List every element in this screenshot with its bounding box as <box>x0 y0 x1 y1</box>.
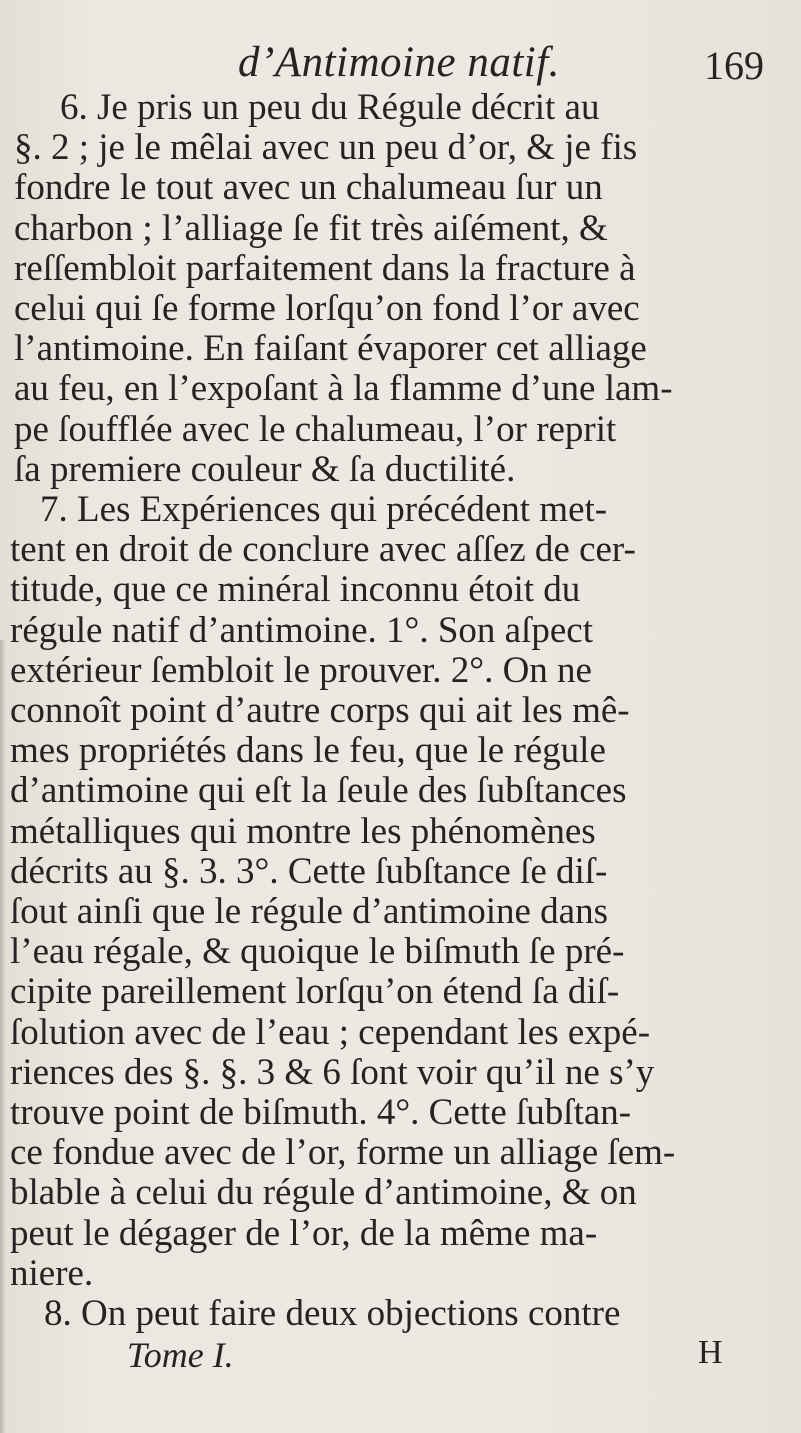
text-line: mes propriétés dans le feu, que le régule <box>10 730 606 772</box>
text-line: l’antimoine. En faiſant évaporer cet alliage <box>14 328 647 370</box>
text-line: au feu, en l’expoſant à la flamme d’une lam- <box>14 368 673 410</box>
text-line: fondre le tout avec un chalumeau ſur un <box>14 167 603 209</box>
text-line: ce fondue avec de l’or, forme un alliage ſem- <box>10 1132 676 1174</box>
text-line: 6. Je pris un peu du Régule décrit au <box>60 87 600 128</box>
signature-mark: H <box>698 1334 723 1372</box>
volume-label: Tome I. <box>127 1335 234 1376</box>
text-line: décrits au §. 3. 3°. Cette ſubſtance ſe diſ- <box>10 850 608 892</box>
page-header <box>0 32 801 92</box>
page-edge-shadow <box>0 640 6 1433</box>
text-line: charbon ; l’alliage ſe fit très aiſément, & <box>14 207 608 249</box>
text-line: d’antimoine qui eſt la ſeule des ſubſtances <box>10 770 627 812</box>
text-line: connoît point d’autre corps qui ait les mê- <box>10 690 630 731</box>
text-line: ſa premiere couleur & ſa ductilité. <box>14 448 516 490</box>
text-line: riences des §. §. 3 & 6 ſont voir qu’il ne s’y <box>10 1051 655 1093</box>
page-number: 169 <box>704 43 764 88</box>
text-line: §. 2 ; je le mêlai avec un peu d’or, & je fis <box>14 127 638 169</box>
text-line: cipite pareillement lorſqu’on étend ſa diſ- <box>10 971 620 1013</box>
text-line: pe ſoufflée avec le chalumeau, l’or reprit <box>14 408 617 450</box>
text-line: tent en droit de conclure avec aſſez de cer- <box>10 529 636 571</box>
text-line: titude, que ce minéral inconnu étoit du <box>10 569 581 611</box>
text-line: ſout ainſi que le régule d’antimoine dans <box>10 891 608 932</box>
text-line: celui qui ſe forme lorſqu’on fond l’or avec <box>14 288 640 329</box>
text-line: 7. Les Expériences qui précédent met- <box>40 489 608 530</box>
text-line: l’eau régale, & quoique le biſmuth ſe pré- <box>10 931 625 973</box>
text-line: trouve point de biſmuth. 4°. Cette ſubſtan- <box>10 1092 632 1133</box>
text-line: 8. On peut faire deux objections contre <box>44 1293 621 1334</box>
text-line: peut le dégager de l’or, de la même ma- <box>10 1212 598 1254</box>
text-line: niere. <box>10 1252 94 1294</box>
text-line: régule natif d’antimoine. 1°. Son aſpect <box>10 609 593 651</box>
text-line: métalliques qui montre les phénomènes <box>10 810 596 852</box>
running-title: d’Antimoine natif. <box>238 39 560 86</box>
text-line: reſſembloit parfaitement dans la fracture à <box>14 247 636 289</box>
text-line: extérieur ſembloit le prouver. 2°. On ne <box>10 649 592 691</box>
text-line: blable à celui du régule d’antimoine, & on <box>10 1172 637 1214</box>
text-line: ſolution avec de l’eau ; cependant les expé- <box>10 1011 651 1053</box>
